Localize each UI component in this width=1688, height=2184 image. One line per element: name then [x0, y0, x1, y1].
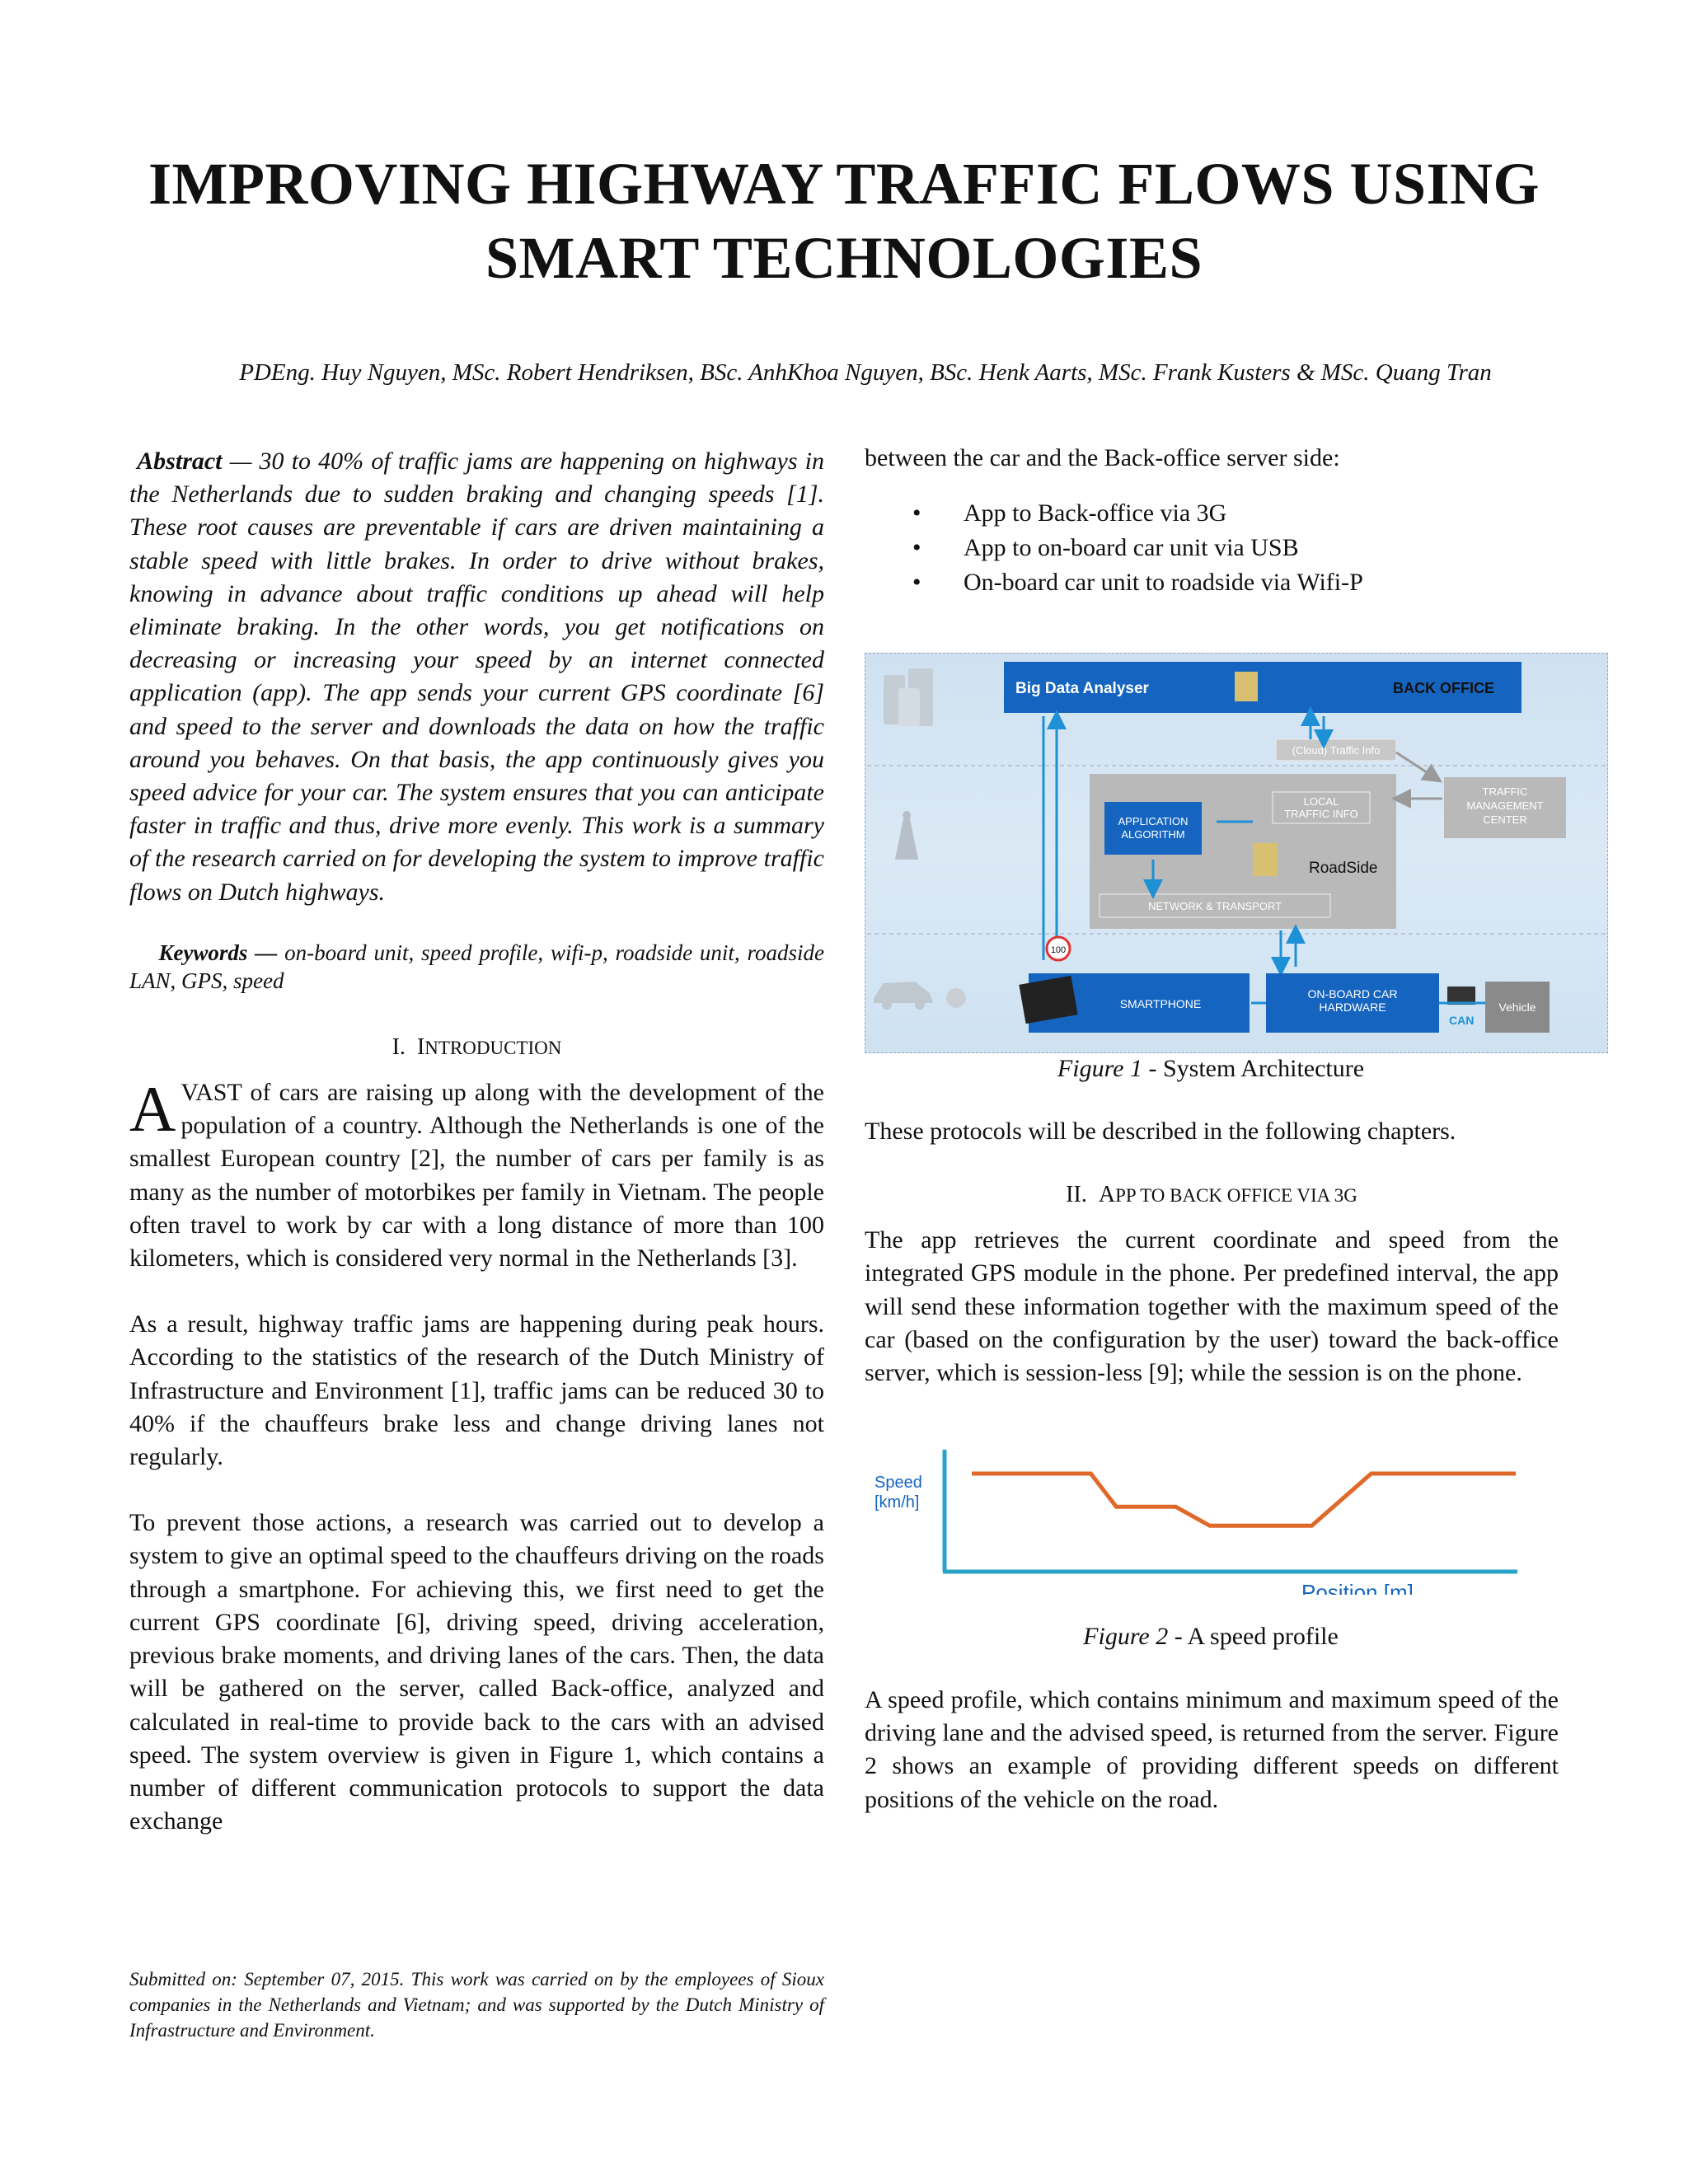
figure-2-speed-profile	[865, 1438, 1524, 1595]
app-algorithm-line-2: ALGORITHM	[1121, 828, 1185, 841]
car-icon	[874, 982, 933, 1010]
roadside-db-icon	[1253, 843, 1278, 876]
vehicle-label: Vehicle	[1498, 1001, 1536, 1014]
intro-paragraph-1-text: VAST of cars are raising up along with the development of the population of a country. Although the Netherlands is one of the smallest European country [2], the number of cars per family is as many as the number of motorbikes per family in Vietnam. The people often travel to work by car with a long distance of more than 100 kilometers, which is considered very normal in the Netherlands [3].	[129, 1079, 824, 1272]
section-title-rest: PP TO BACK OFFICE VIA 3G	[1115, 1185, 1357, 1206]
figure-2-label: Figure 2	[1083, 1623, 1169, 1650]
left-column	[129, 445, 824, 1838]
intro-paragraph-3: To prevent those actions, a research was carried out to develop a system to give an optimal speed to the chauffeurs driving on the roads through a smartphone. For achieving this, we first need to get the current GPS coordinate [6], driving speed, driving acceleration, previous brake moments, and driving lanes of the cars. Then, the data will be gathered on the server, called Back-office, analyzed and calculated in real-time to provide back to the cars with an advised speed. The system overview is given in Figure 1, which contains a number of different communication protocols to support the data exchange	[129, 1509, 824, 1835]
list-item: • On-board car unit to roadside via Wifi-P	[865, 565, 1559, 600]
section-heading-introduction	[129, 1031, 824, 1065]
roadside-label: RoadSide	[1309, 860, 1378, 877]
figure-1-label: Figure 1	[1057, 1055, 1142, 1082]
protocol-list	[865, 496, 1559, 600]
abstract-label: Abstract	[137, 448, 223, 475]
database-icon	[1235, 672, 1258, 701]
onboard-line-2: HARDWARE	[1319, 1001, 1386, 1014]
local-traffic-info-line-2: TRAFFIC INFO	[1284, 808, 1358, 820]
cloud-traffic-info-label: (Cloud) Traffic Info	[1292, 744, 1381, 757]
keywords-text: on-board unit, speed profile, wifi-p, roadside unit, roadside LAN, GPS, speed	[129, 940, 825, 993]
right-column	[865, 442, 1559, 600]
section-2-paragraph-1: The app retrieves the current coordinate and speed from the integrated GPS module in the phone. Per predefined interval, the app will send these information together with the maximum speed of the car (based on the configuration by the user) toward the back-office server, which is session-less [9]; while the session is on the phone.	[865, 1226, 1559, 1387]
section-title-initial: A	[1098, 1182, 1116, 1207]
author-list: PDEng. Huy Nguyen, MSc. Robert Hendriksen, BSc. AnhKhoa Nguyen, BSc. Henk Aarts, MSc. Frank Kusters & MSc. Quang Tran	[239, 359, 1492, 386]
onboard-line-1: ON-BOARD CAR	[1307, 987, 1398, 1001]
section-title-initial: I	[416, 1033, 425, 1060]
abstract-dash: —	[222, 448, 260, 475]
section-title-rest: NTRODUCTION	[424, 1037, 562, 1058]
figure-1-caption	[865, 1055, 1557, 1083]
section-heading-app-to-back-office	[865, 1179, 1559, 1212]
app-algorithm-line-1: APPLICATION	[1118, 815, 1189, 827]
back-office-label: BACK OFFICE	[1393, 680, 1494, 696]
keywords-label: Keywords —	[158, 940, 278, 965]
y-axis-label-1: Speed	[874, 1474, 922, 1492]
server-icon	[884, 668, 933, 726]
list-item: • App to on-board car unit via USB	[865, 531, 1559, 565]
intro-paragraph-1	[129, 1073, 824, 1275]
list-item: • App to Back-office via 3G	[865, 496, 1559, 531]
drop-cap: A	[129, 1073, 176, 1146]
network-transport-label: NETWORK & TRANSPORT	[1147, 900, 1282, 912]
figure-1-system-architecture	[865, 653, 1608, 1053]
figure-2-title: - A speed profile	[1168, 1623, 1339, 1650]
continued-text: between the car and the Back-office server side:	[865, 444, 1340, 471]
section-number: I.	[392, 1033, 406, 1060]
abstract-text: 30 to 40% of traffic jams are happening on highways in the Netherlands due to sudden braking and changing speeds [1]. These root causes are preventable if cars are driven maintaining a stable speed with little brakes. In order to drive without brakes, knowing in advance about traffic conditions up ahead will help eliminate braking. In the other words, you get notifications on decreasing or increasing your speed by an internet connected application (app). The app sends your current GPS coordinate [6] and speed to the server and downloads the data on how the traffic around you behaves. On that basis, the app continuously gives you speed advice for your car. The system ensures that you can anticipate faster in traffic and thus, drive more evenly. This work is a summary of the research carried on for developing the system to improve traffic flows on Dutch highways.	[129, 448, 824, 906]
after-figure-text: These protocols will be described in the following chapters.	[865, 1118, 1456, 1145]
tmc-line-2: MANAGEMENT	[1466, 799, 1544, 812]
abstract	[129, 445, 824, 909]
can-label: CAN	[1449, 1014, 1475, 1027]
speed-profile-line	[972, 1474, 1516, 1526]
tmc-line-1: TRAFFIC	[1482, 785, 1528, 798]
speed-sign-value: 100	[1050, 945, 1067, 955]
right-section-2	[865, 1179, 1559, 1390]
local-traffic-info-line-1: LOCAL	[1303, 795, 1339, 808]
x-axis-label: Position [m]	[1301, 1580, 1414, 1595]
footnote: Submitted on: September 07, 2015. This work was carried on by the employees of Sioux companies in the Netherlands and Vietnam; and was supported by the Dutch Ministry of Infrastructure and Environment.	[129, 1969, 824, 2041]
big-data-label: Big Data Analyser	[1015, 680, 1149, 697]
section-number: II.	[1066, 1182, 1087, 1207]
paper-title: IMPROVING HIGHWAY TRAFFIC FLOWS USING SMART TECHNOLOGIES	[148, 151, 1540, 291]
figure-1-title: - System Architecture	[1142, 1055, 1365, 1082]
driver-face-icon	[946, 988, 966, 1008]
keywords	[129, 939, 824, 995]
smartphone-label: SMARTPHONE	[1119, 997, 1202, 1010]
intro-paragraph-2: As a result, highway traffic jams are happening during peak hours. According to the statistics of the research of the Dutch Ministry of Infrastructure and Environment [1], traffic jams can be reduced 30 to 40% if the chauffeurs brake less and change driving lanes not regularly.	[129, 1310, 824, 1471]
figure-2-caption	[865, 1623, 1557, 1651]
section-2-paragraph-2: A speed profile, which contains minimum and maximum speed of the driving lane and the advised speed, is returned from the server. Figure 2 shows an example of providing different speeds on different positions of the vehicle on the road.	[865, 1686, 1559, 1813]
antenna-tower-icon	[895, 811, 918, 860]
tmc-line-3: CENTER	[1483, 813, 1527, 826]
y-axis-label-2: [km/h]	[874, 1493, 920, 1511]
